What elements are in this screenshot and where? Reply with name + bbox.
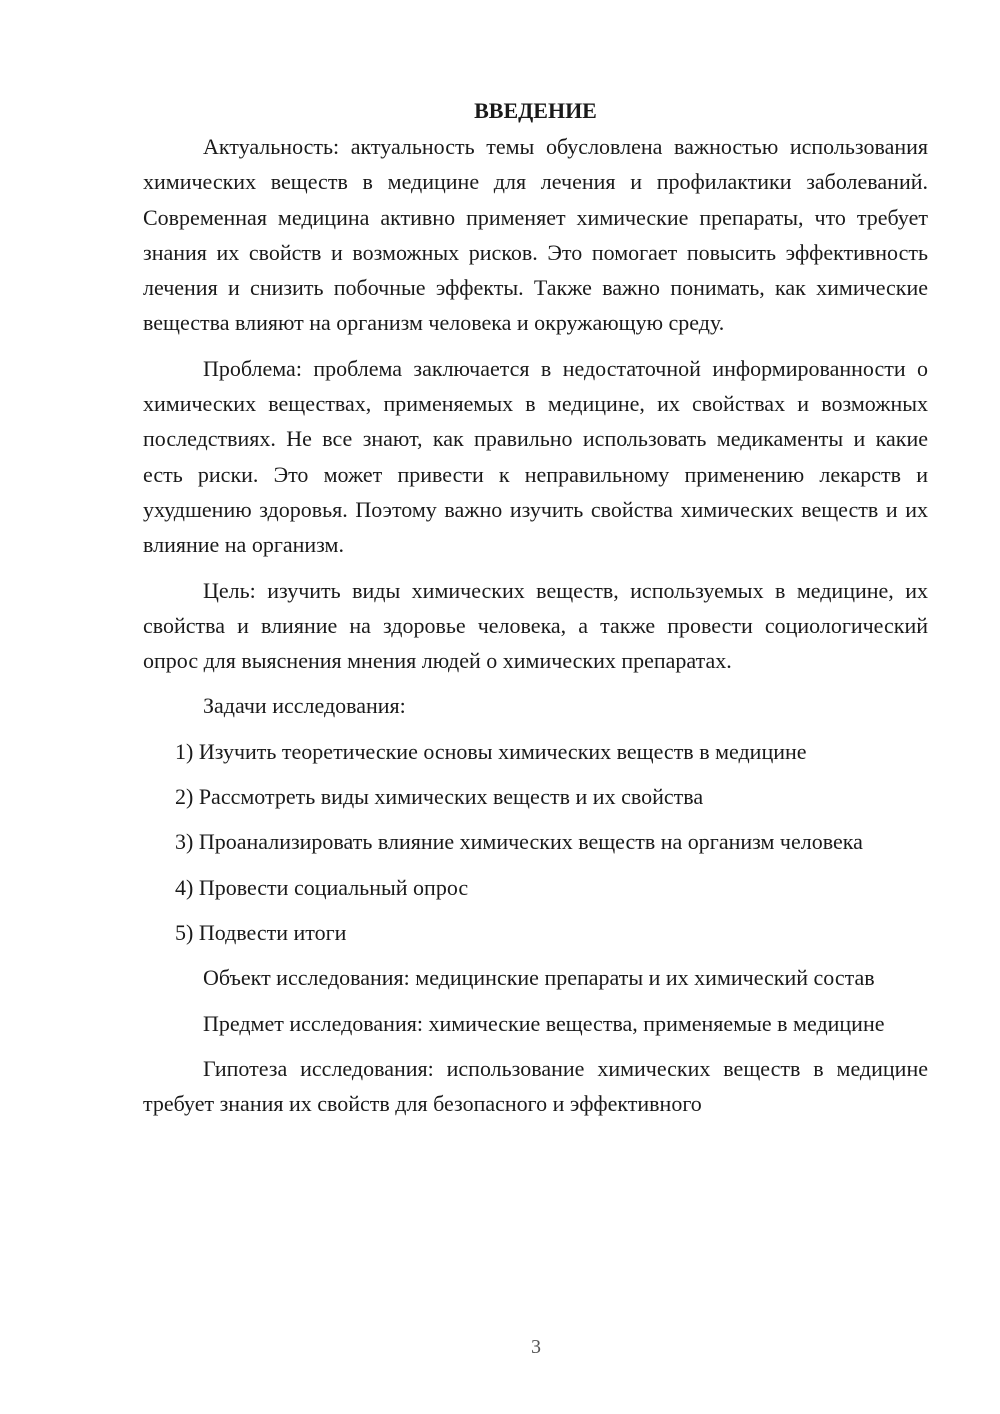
paragraph-goal: Цель: изучить виды химических веществ, используемых в медицине, их свойства и влияние на здоровье человека, а также провести социологический опрос для выяснения мнения людей о химических препаратах. [143, 577, 928, 674]
section-heading: ВВЕДЕНИЕ [474, 98, 597, 123]
task-item-4: 4) Провести социальный опрос [175, 874, 469, 900]
page-content [143, 93, 928, 1121]
task-item-5: 5) Подвести итоги [175, 919, 347, 945]
paragraph-hypothesis: Гипотеза исследования: использование химических веществ в медицине требует знания их свойств для безопасного и эффективного [143, 1055, 928, 1117]
paragraph-relevance: Актуальность: актуальность темы обусловлена важностью использования химических веществ в медицине для лечения и профилактики заболеваний. Современная медицина активно применяет химические препараты, что требует знания их свойств и возможных рисков. Это помогает повысить эффективность лечения и снизить побочные эффекты. Также важно понимать, как химические вещества влияют на организм человека и окружающую среду. [143, 134, 928, 336]
paragraph-problem: Проблема: проблема заключается в недостаточной информированности о химических веществах, применяемых в медицине, их свойствах и возможных последствиях. Не все знают, как правильно использовать медикаменты и какие есть риски. Это может привести к неправильному применению лекарств и ухудшению здоровья. Поэтому важно изучить свойства химических веществ и их влияние на организм. [143, 355, 928, 558]
page-number: 3 [531, 1336, 541, 1358]
task-item-2: 2) Рассмотреть виды химических веществ и их свойства [175, 784, 704, 810]
paragraph-subject: Предмет исследования: химические вещества, применяемые в медицине [203, 1010, 885, 1036]
task-item-3: 3) Проанализировать влияние химических веществ на организм человека [175, 829, 863, 855]
paragraph-object: Объект исследования: медицинские препараты и их химический состав [203, 965, 875, 991]
paragraph-tasks-title: Задачи исследования: [203, 693, 406, 719]
task-item-1: 1) Изучить теоретические основы химических веществ в медицине [175, 738, 807, 764]
